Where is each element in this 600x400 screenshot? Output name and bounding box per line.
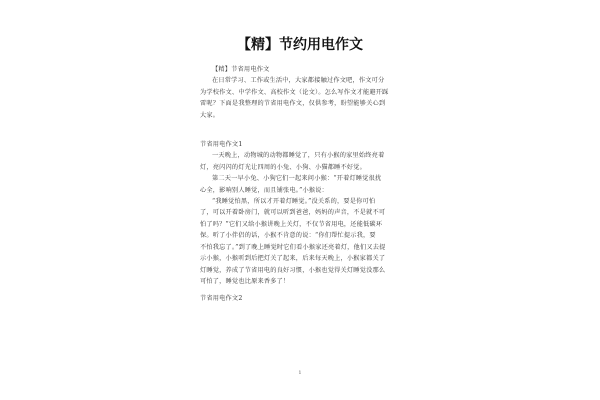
paragraph-line: 保。听了小伴侣的话，小猴不肯意的说：“你们帮忙提示我，要 — [200, 232, 376, 240]
document-body — [200, 64, 400, 305]
paragraph-line: 灯，亮闪闪的灯光让四周的小兔、小狗、小猫都睡不好觉。 — [200, 163, 367, 171]
page-number: 1 — [298, 370, 302, 376]
paragraph-line: 为学校作文、中学作文、高校作文（论文）。怎么写作文才能避开踩 — [200, 88, 389, 96]
paragraph-line: 灯睡觉，养成了节省用电的良好习惯，小猴也觉得关灯睡觉没那么 — [200, 266, 386, 274]
intro-heading: 【精】节省用电作文 — [212, 66, 270, 73]
paragraph-line: 不怕我忘了。”到了晚上睡觉时它们看小猴家还亮着灯，他们又去提 — [200, 243, 386, 251]
paragraph-line: 在日常学习、工作或生活中，大家都接触过作文吧，作文可分 — [212, 77, 385, 85]
page-title: 【精】节约用电作文 — [237, 37, 363, 53]
paragraph-line: “我睡觉怕黑，所以才开着灯睡觉。”没关系的，要是你可怕 — [212, 198, 376, 206]
section-heading: 节省用电作文1 — [200, 141, 243, 149]
paragraph-line: 示小猴，小猴听到后把灯关了起来，后来每天晚上，小猴家都关了 — [200, 255, 386, 263]
paragraph-line: 怕了吗？”它们又给小猴讲晚上关灯，不仅节省用电，还能低碳环 — [200, 220, 383, 228]
paragraph-line: 一天晚上，动物城的动物都睡觉了，只有小猴的家里始终亮着 — [212, 152, 385, 160]
paragraph-line: 了，可以开着卧房门，就可以听到爸爸，妈妈的声音，不是就不可 — [200, 209, 386, 217]
paragraph-line: 第二天一早小兔、小狗它们一起来问小猴：“开着灯睡觉很扰 — [212, 175, 382, 183]
section-heading: 节省用电作文2 — [200, 295, 243, 303]
paragraph-line: 大家。 — [200, 111, 220, 119]
paragraph-line: 雷呢？下面是我整理的节省用电作文，仅供参考，盼望能够关心到 — [200, 100, 386, 108]
paragraph-line: 可怕了，睡觉也比原来香多了！ — [200, 277, 290, 285]
paragraph-line: 心全，影响别人睡觉，而且铺张电。”小猴说： — [200, 186, 329, 194]
